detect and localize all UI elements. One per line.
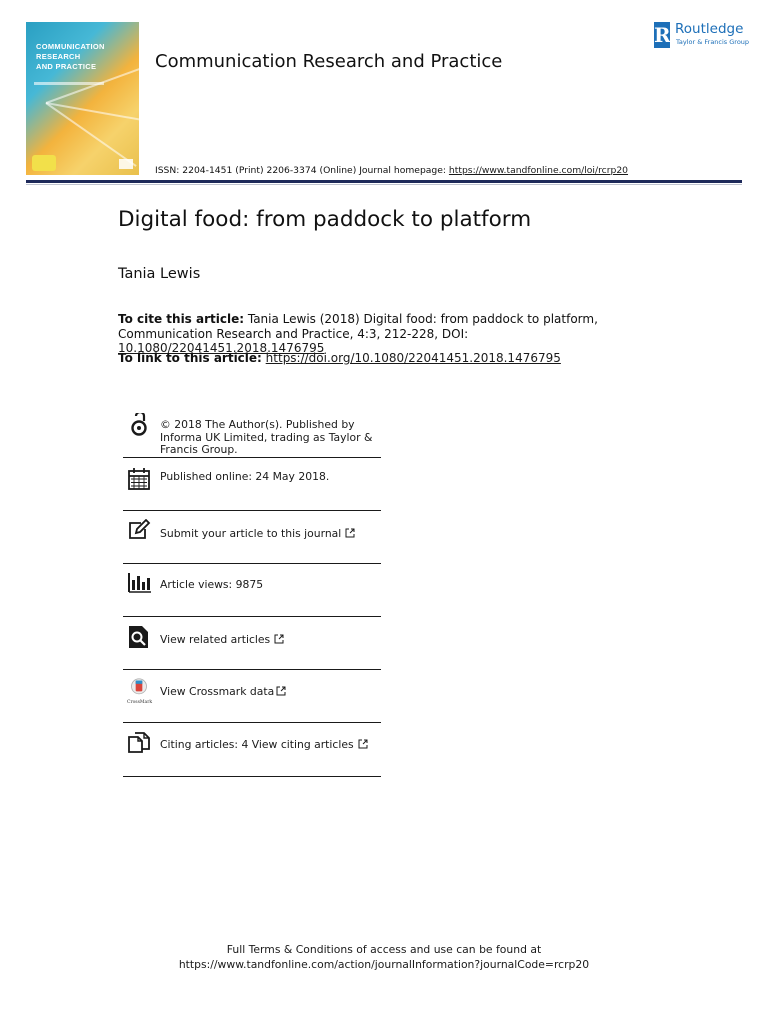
external-link-icon [274,634,284,644]
routledge-logo-icon: R [654,23,671,47]
crossmark-label: View Crossmark data [160,685,275,698]
cover-badge [32,155,56,171]
cover-title [36,42,105,72]
views-item [123,564,381,617]
issn-line [155,165,628,176]
submit-label: Submit your article to this journal [160,527,342,540]
crossmark-link[interactable] [160,686,286,699]
cover-title-line: COMMUNICATION [36,42,105,51]
submit-item[interactable] [123,511,381,564]
article-title: Digital food: from paddock to platform [118,207,532,232]
submit-article-link[interactable] [160,528,355,541]
citing-articles-icon [127,731,151,755]
article-views: Article views: 9875 [160,578,264,591]
related-articles-link[interactable] [160,634,284,647]
header-divider [26,180,742,183]
crossmark-item[interactable] [123,670,381,723]
external-link-icon [358,739,368,749]
crossmark-icon-label: CrossMark [127,700,153,705]
citing-item[interactable] [123,723,381,777]
external-link-icon [276,686,286,696]
calendar-icon [127,467,151,491]
cite-text: Tania Lewis (2018) Digital food: from paddock to platform, Communication Research and Practice, 4:3, 212-228, DOI: [118,312,598,341]
cite-label: To cite this article: [118,312,245,326]
external-link-icon [345,528,355,538]
citing-articles-link[interactable] [160,739,368,752]
footer-terms-text: Full Terms & Conditions of access and use can be found at [226,943,542,956]
crossmark-logo [127,678,151,698]
published-date: Published online: 24 May 2018. [160,470,330,483]
copyright-text: © 2018 The Author(s). Published by Informa UK Limited, trading as Taylor & Francis Group. [160,418,373,456]
cover-decoration [34,82,104,85]
related-item[interactable] [123,617,381,670]
journal-title: Communication Research and Practice [155,51,503,72]
journal-homepage-link[interactable]: https://www.tandfonline.com/loi/rcrp20 [448,165,629,176]
publisher-logo [654,20,754,50]
cite-doi-link[interactable]: 10.1080/22041451.2018.1476795 [118,341,325,355]
article-author: Tania Lewis [118,266,201,282]
related-label: View related articles [160,633,271,646]
issn-text: ISSN: 2204-1451 (Print) 2206-3374 (Online) Journal homepage: [155,165,449,176]
citing-label: Citing articles: 4 View citing articles [160,738,354,751]
cover-publisher-logo [119,159,133,169]
citation [118,312,678,356]
footer-terms-url[interactable]: https://www.tandfonline.com/action/journalInformation?journalCode=rcrp20 [178,958,590,971]
bar-chart-icon [127,571,151,595]
publisher-name: Routledge [675,21,744,37]
footer [0,942,768,972]
cover-title-line: RESEARCH [36,52,81,61]
article-doi-link[interactable]: https://doi.org/10.1080/22041451.2018.1476795 [265,351,561,365]
article-link-line [118,351,561,365]
edit-icon [127,519,151,543]
crossmark-icon [127,678,153,705]
publisher-subtitle: Taylor & Francis Group [676,38,750,46]
cover-title-line: AND PRACTICE [36,62,97,71]
journal-cover-image [26,22,139,175]
link-label: To link to this article: [118,351,262,365]
published-item [123,458,381,511]
open-access-icon [127,413,151,437]
header-divider-thin [26,184,742,185]
article-info-list [123,410,381,777]
search-document-icon [127,625,151,649]
open-access-item [123,410,381,458]
